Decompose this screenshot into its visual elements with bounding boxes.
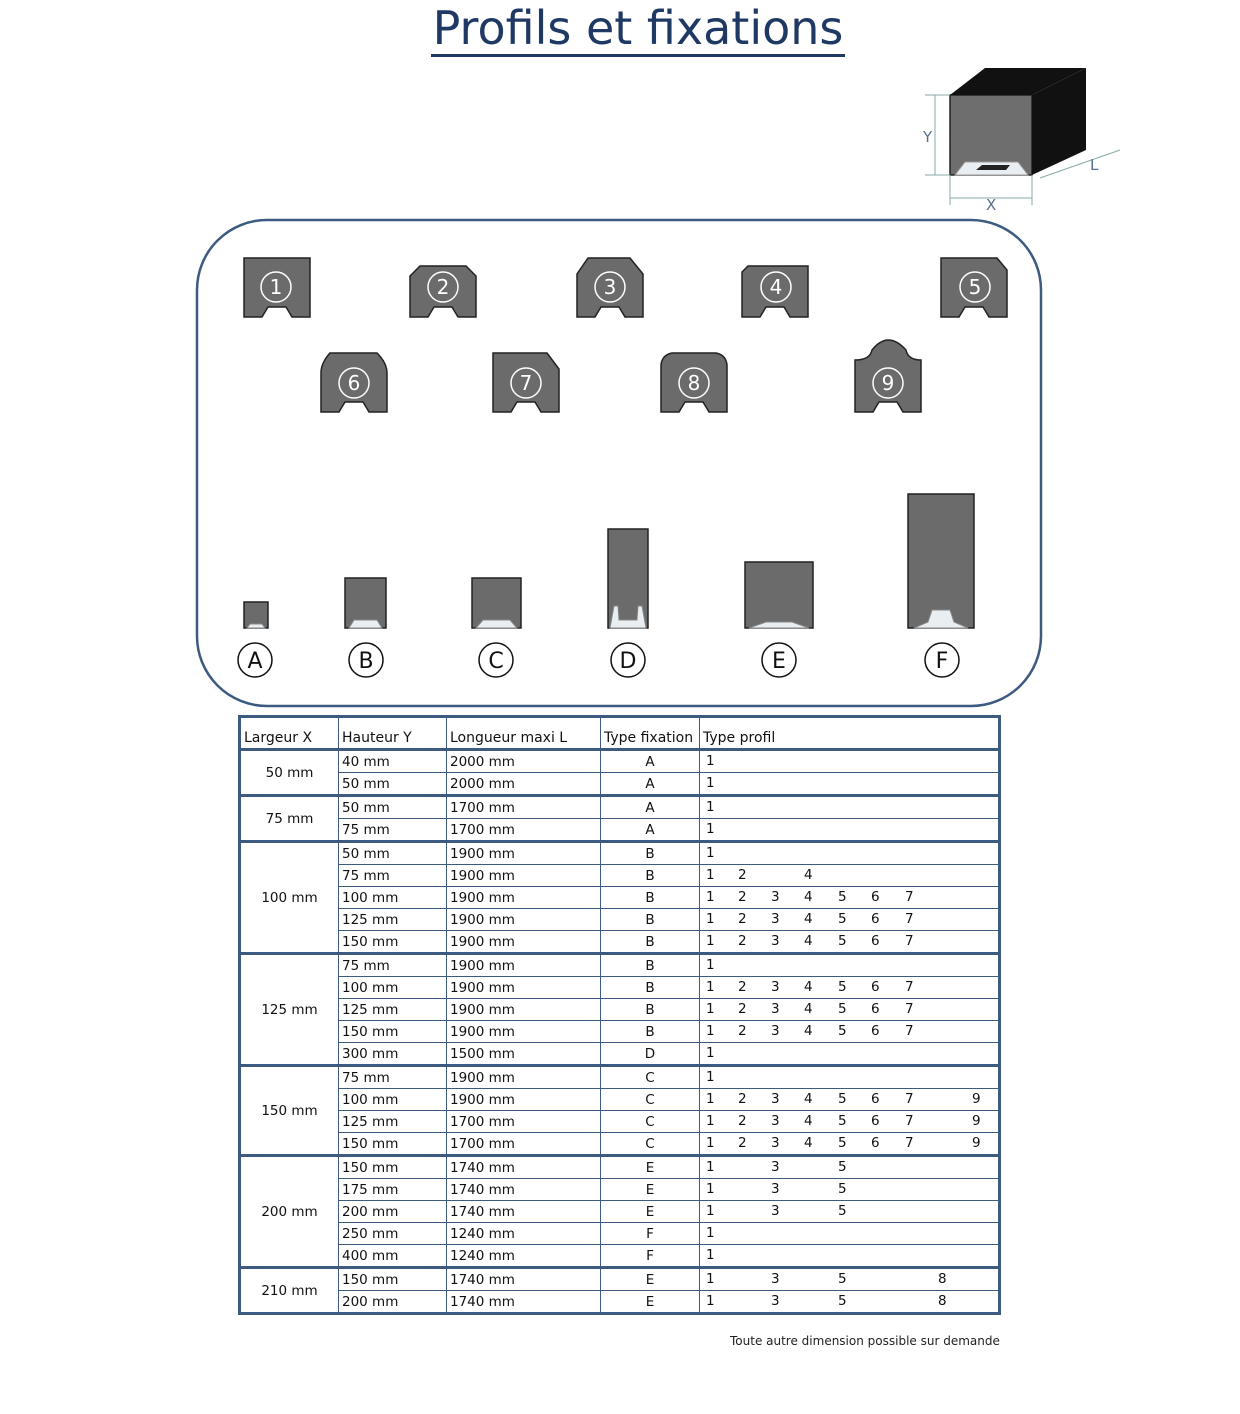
profil-value: 7 <box>905 1023 914 1039</box>
cell-longueur: 1700 mm <box>447 1133 601 1156</box>
cell-profils <box>700 1043 1000 1066</box>
profil-value: 4 <box>804 889 813 905</box>
cell-profils <box>700 1291 1000 1314</box>
cell-longueur: 1900 mm <box>447 954 601 977</box>
cell-longueur: 1500 mm <box>447 1043 601 1066</box>
cell-profils <box>700 977 1000 999</box>
cell-hauteur: 75 mm <box>339 865 447 887</box>
cell-fixation: C <box>601 1111 700 1133</box>
profil-value: 2 <box>738 1001 747 1017</box>
cell-profils <box>700 1066 1000 1089</box>
cell-fixation: B <box>601 842 700 865</box>
cell-hauteur: 150 mm <box>339 1021 447 1043</box>
table-row <box>240 999 1000 1021</box>
cell-fixation: D <box>601 1043 700 1066</box>
table-row <box>240 1245 1000 1268</box>
cell-largeur: 50 mm <box>240 750 339 796</box>
profil-value: 1 <box>706 889 715 905</box>
cell-longueur: 1240 mm <box>447 1223 601 1245</box>
table-header-row <box>240 717 1000 750</box>
profil-value: 4 <box>804 1001 813 1017</box>
header-profil: Type profil <box>700 717 1000 750</box>
cell-longueur: 1900 mm <box>447 977 601 999</box>
profil-value: 1 <box>706 1135 715 1151</box>
profile-6-label: 6 <box>347 371 361 395</box>
profil-value: 1 <box>706 911 715 927</box>
profil-value: 5 <box>838 1159 847 1175</box>
cell-longueur: 1900 mm <box>447 887 601 909</box>
profil-value: 1 <box>706 1271 715 1287</box>
profil-value: 1 <box>706 1069 715 1085</box>
cell-fixation: C <box>601 1089 700 1111</box>
cell-hauteur: 75 mm <box>339 819 447 842</box>
table-row <box>240 1291 1000 1314</box>
fixation-e-label: E <box>772 649 786 674</box>
cell-hauteur: 100 mm <box>339 887 447 909</box>
cell-profils <box>700 931 1000 954</box>
profil-value: 4 <box>804 933 813 949</box>
cell-longueur: 1900 mm <box>447 909 601 931</box>
cell-profils <box>700 750 1000 773</box>
cell-longueur: 1740 mm <box>447 1179 601 1201</box>
cell-longueur: 1900 mm <box>447 865 601 887</box>
cell-longueur: 1900 mm <box>447 999 601 1021</box>
table-row <box>240 750 1000 773</box>
profil-value: 1 <box>706 1159 715 1175</box>
profil-value: 3 <box>771 1135 780 1151</box>
cell-fixation: E <box>601 1201 700 1223</box>
profil-value: 1 <box>706 957 715 973</box>
cell-profils <box>700 819 1000 842</box>
cell-fixation: B <box>601 909 700 931</box>
cell-fixation: A <box>601 773 700 796</box>
cell-profils <box>700 1156 1000 1179</box>
profile-3-label: 3 <box>603 275 617 299</box>
profil-value: 1 <box>706 979 715 995</box>
profil-value: 5 <box>838 1181 847 1197</box>
table-row <box>240 1201 1000 1223</box>
profil-value: 1 <box>706 1247 715 1263</box>
profil-value: 1 <box>706 1091 715 1107</box>
profil-value: 9 <box>972 1091 981 1107</box>
table-row <box>240 819 1000 842</box>
profil-value: 7 <box>905 1135 914 1151</box>
cell-hauteur: 50 mm <box>339 842 447 865</box>
profil-value: 8 <box>938 1293 947 1309</box>
profil-value: 6 <box>871 933 880 949</box>
table-row <box>240 954 1000 977</box>
cell-longueur: 1740 mm <box>447 1156 601 1179</box>
profil-value: 3 <box>771 911 780 927</box>
table-row <box>240 842 1000 865</box>
cell-longueur: 1900 mm <box>447 1066 601 1089</box>
profil-value: 1 <box>706 821 715 837</box>
cell-fixation: C <box>601 1066 700 1089</box>
cell-profils <box>700 954 1000 977</box>
header-hauteur: Hauteur Y <box>339 717 447 750</box>
profil-value: 4 <box>804 1135 813 1151</box>
profil-value: 4 <box>804 911 813 927</box>
cell-longueur: 2000 mm <box>447 750 601 773</box>
fixation-a-label: A <box>247 649 263 674</box>
table-row <box>240 1156 1000 1179</box>
profil-value: 3 <box>771 889 780 905</box>
table-row <box>240 773 1000 796</box>
table-row <box>240 1066 1000 1089</box>
axis-x-label: X <box>986 196 997 214</box>
profil-value: 1 <box>706 1225 715 1241</box>
cell-profils <box>700 909 1000 931</box>
cell-profils <box>700 1268 1000 1291</box>
page-title: Profils et fixations <box>432 1 844 55</box>
profil-value: 6 <box>871 1001 880 1017</box>
profil-value: 6 <box>871 1113 880 1129</box>
footnote: Toute autre dimension possible sur demande <box>730 1334 1000 1348</box>
cell-longueur: 1740 mm <box>447 1268 601 1291</box>
profil-value: 1 <box>706 845 715 861</box>
profil-value: 7 <box>905 1113 914 1129</box>
profil-value: 5 <box>838 1135 847 1151</box>
cell-fixation: B <box>601 931 700 954</box>
profil-value: 1 <box>706 1113 715 1129</box>
profil-value: 6 <box>871 1023 880 1039</box>
profil-value: 2 <box>738 889 747 905</box>
profil-value: 2 <box>738 867 747 883</box>
profil-value: 3 <box>771 933 780 949</box>
fixation-d-label: D <box>619 649 637 674</box>
cell-longueur: 1700 mm <box>447 796 601 819</box>
cell-hauteur: 175 mm <box>339 1179 447 1201</box>
cell-hauteur: 100 mm <box>339 977 447 999</box>
profile-2-label: 2 <box>436 275 450 299</box>
profil-value: 1 <box>706 753 715 769</box>
block-3d-diagram <box>922 68 1120 214</box>
profil-value: 1 <box>706 933 715 949</box>
cell-fixation: F <box>601 1223 700 1245</box>
profil-value: 5 <box>838 1293 847 1309</box>
table-row <box>240 1179 1000 1201</box>
fixation-c-label: C <box>488 649 504 674</box>
profil-value: 6 <box>871 889 880 905</box>
table-row <box>240 1223 1000 1245</box>
cell-profils <box>700 1089 1000 1111</box>
table-row <box>240 865 1000 887</box>
table-row <box>240 1111 1000 1133</box>
profil-value: 7 <box>905 1091 914 1107</box>
cell-hauteur: 100 mm <box>339 1089 447 1111</box>
cell-hauteur: 125 mm <box>339 909 447 931</box>
cell-longueur: 2000 mm <box>447 773 601 796</box>
profil-value: 1 <box>706 1293 715 1309</box>
cell-fixation: B <box>601 999 700 1021</box>
cell-longueur: 1740 mm <box>447 1291 601 1314</box>
profil-value: 3 <box>771 1203 780 1219</box>
profil-value: 3 <box>771 1293 780 1309</box>
cell-hauteur: 200 mm <box>339 1201 447 1223</box>
cell-profils <box>700 865 1000 887</box>
profil-value: 1 <box>706 867 715 883</box>
header-largeur: Largeur X <box>240 717 339 750</box>
header-longueur: Longueur maxi L <box>447 717 601 750</box>
header-fixation: Type fixation <box>601 717 700 750</box>
profile-1-label: 1 <box>269 275 283 299</box>
cell-profils <box>700 1201 1000 1223</box>
cell-hauteur: 50 mm <box>339 773 447 796</box>
cell-longueur: 1900 mm <box>447 1089 601 1111</box>
profil-value: 3 <box>771 979 780 995</box>
profil-value: 7 <box>905 911 914 927</box>
cell-hauteur: 150 mm <box>339 1133 447 1156</box>
profil-value: 8 <box>938 1271 947 1287</box>
cell-hauteur: 50 mm <box>339 796 447 819</box>
cell-fixation: E <box>601 1268 700 1291</box>
cell-hauteur: 300 mm <box>339 1043 447 1066</box>
cell-profils <box>700 796 1000 819</box>
cell-fixation: B <box>601 1021 700 1043</box>
profil-value: 6 <box>871 911 880 927</box>
table-row <box>240 1043 1000 1066</box>
profil-value: 5 <box>838 1203 847 1219</box>
cell-hauteur: 75 mm <box>339 954 447 977</box>
profil-value: 5 <box>838 1113 847 1129</box>
cell-fixation: A <box>601 750 700 773</box>
profil-value: 7 <box>905 933 914 949</box>
fixation-b-label: B <box>358 649 374 674</box>
cell-fixation: E <box>601 1156 700 1179</box>
cell-profils <box>700 1111 1000 1133</box>
profil-value: 2 <box>738 1113 747 1129</box>
profil-value: 1 <box>706 1045 715 1061</box>
cell-largeur: 75 mm <box>240 796 339 842</box>
cell-longueur: 1900 mm <box>447 842 601 865</box>
profil-value: 1 <box>706 775 715 791</box>
profil-value: 5 <box>838 1271 847 1287</box>
table-row <box>240 1021 1000 1043</box>
table-row <box>240 977 1000 999</box>
profil-value: 3 <box>771 1181 780 1197</box>
cell-largeur: 150 mm <box>240 1066 339 1156</box>
cell-profils <box>700 1223 1000 1245</box>
profil-value: 2 <box>738 933 747 949</box>
table-row <box>240 1089 1000 1111</box>
table-row <box>240 796 1000 819</box>
fixation-e-shape <box>745 562 813 628</box>
cell-fixation: B <box>601 865 700 887</box>
profil-value: 2 <box>738 1091 747 1107</box>
profil-value: 3 <box>771 1023 780 1039</box>
cell-fixation: A <box>601 796 700 819</box>
profil-value: 1 <box>706 1001 715 1017</box>
cell-fixation: B <box>601 977 700 999</box>
profil-value: 5 <box>838 1001 847 1017</box>
cell-largeur: 100 mm <box>240 842 339 954</box>
cell-largeur: 200 mm <box>240 1156 339 1268</box>
profil-value: 5 <box>838 933 847 949</box>
cell-profils <box>700 842 1000 865</box>
profil-value: 4 <box>804 1113 813 1129</box>
profil-value: 4 <box>804 1091 813 1107</box>
profile-4-label: 4 <box>769 275 783 299</box>
cell-profils <box>700 1133 1000 1156</box>
table-row <box>240 931 1000 954</box>
cell-profils <box>700 887 1000 909</box>
profile-5-label: 5 <box>968 275 982 299</box>
profil-value: 6 <box>871 1091 880 1107</box>
profil-value: 4 <box>804 867 813 883</box>
profil-value: 1 <box>706 1023 715 1039</box>
cell-fixation: E <box>601 1179 700 1201</box>
cell-fixation: F <box>601 1245 700 1268</box>
cell-longueur: 1900 mm <box>447 931 601 954</box>
cell-profils <box>700 1021 1000 1043</box>
cell-hauteur: 125 mm <box>339 1111 447 1133</box>
cell-hauteur: 40 mm <box>339 750 447 773</box>
cell-profils <box>700 1245 1000 1268</box>
cell-fixation: E <box>601 1291 700 1314</box>
profil-value: 2 <box>738 911 747 927</box>
profil-value: 1 <box>706 799 715 815</box>
profil-value: 5 <box>838 889 847 905</box>
cell-fixation: B <box>601 887 700 909</box>
cell-hauteur: 150 mm <box>339 931 447 954</box>
table-row <box>240 909 1000 931</box>
axis-y-label: Y <box>923 128 933 146</box>
profil-value: 2 <box>738 1135 747 1151</box>
cell-profils <box>700 773 1000 796</box>
cell-hauteur: 150 mm <box>339 1156 447 1179</box>
table-row <box>240 1133 1000 1156</box>
cell-largeur: 125 mm <box>240 954 339 1066</box>
profil-value: 7 <box>905 979 914 995</box>
axis-l-label: L <box>1090 156 1099 174</box>
profil-value: 3 <box>771 1271 780 1287</box>
profil-value: 3 <box>771 1113 780 1129</box>
cell-longueur: 1240 mm <box>447 1245 601 1268</box>
profil-value: 5 <box>838 979 847 995</box>
profil-value: 7 <box>905 1001 914 1017</box>
fixation-f-label: F <box>935 649 949 674</box>
cell-longueur: 1700 mm <box>447 819 601 842</box>
cell-hauteur: 400 mm <box>339 1245 447 1268</box>
fixation-f-shape <box>908 494 974 628</box>
profil-value: 1 <box>706 1203 715 1219</box>
profil-value: 4 <box>804 1023 813 1039</box>
cell-hauteur: 125 mm <box>339 999 447 1021</box>
table-row <box>240 887 1000 909</box>
cell-hauteur: 200 mm <box>339 1291 447 1314</box>
profil-value: 4 <box>804 979 813 995</box>
profil-value: 5 <box>838 1091 847 1107</box>
table-row <box>240 1268 1000 1291</box>
cell-hauteur: 150 mm <box>339 1268 447 1291</box>
cell-longueur: 1740 mm <box>447 1201 601 1223</box>
profil-value: 2 <box>738 1023 747 1039</box>
cell-largeur: 210 mm <box>240 1268 339 1314</box>
profil-value: 3 <box>771 1159 780 1175</box>
cell-fixation: C <box>601 1133 700 1156</box>
profile-8-label: 8 <box>687 371 701 395</box>
cell-hauteur: 75 mm <box>339 1066 447 1089</box>
profil-value: 1 <box>706 1181 715 1197</box>
profil-value: 2 <box>738 979 747 995</box>
profile-9-label: 9 <box>881 371 895 395</box>
cell-fixation: A <box>601 819 700 842</box>
profil-value: 6 <box>871 979 880 995</box>
profil-value: 3 <box>771 1001 780 1017</box>
profil-value: 9 <box>972 1113 981 1129</box>
cell-longueur: 1700 mm <box>447 1111 601 1133</box>
profil-value: 3 <box>771 1091 780 1107</box>
profil-value: 5 <box>838 1023 847 1039</box>
profile-7-label: 7 <box>519 371 533 395</box>
dimensions-table <box>238 715 1001 1315</box>
table-body <box>240 750 1000 1314</box>
cell-longueur: 1900 mm <box>447 1021 601 1043</box>
profil-value: 6 <box>871 1135 880 1151</box>
profil-value: 7 <box>905 889 914 905</box>
cell-profils <box>700 1179 1000 1201</box>
cell-profils <box>700 999 1000 1021</box>
profil-value: 5 <box>838 911 847 927</box>
cell-fixation: B <box>601 954 700 977</box>
profil-value: 9 <box>972 1135 981 1151</box>
cell-hauteur: 250 mm <box>339 1223 447 1245</box>
